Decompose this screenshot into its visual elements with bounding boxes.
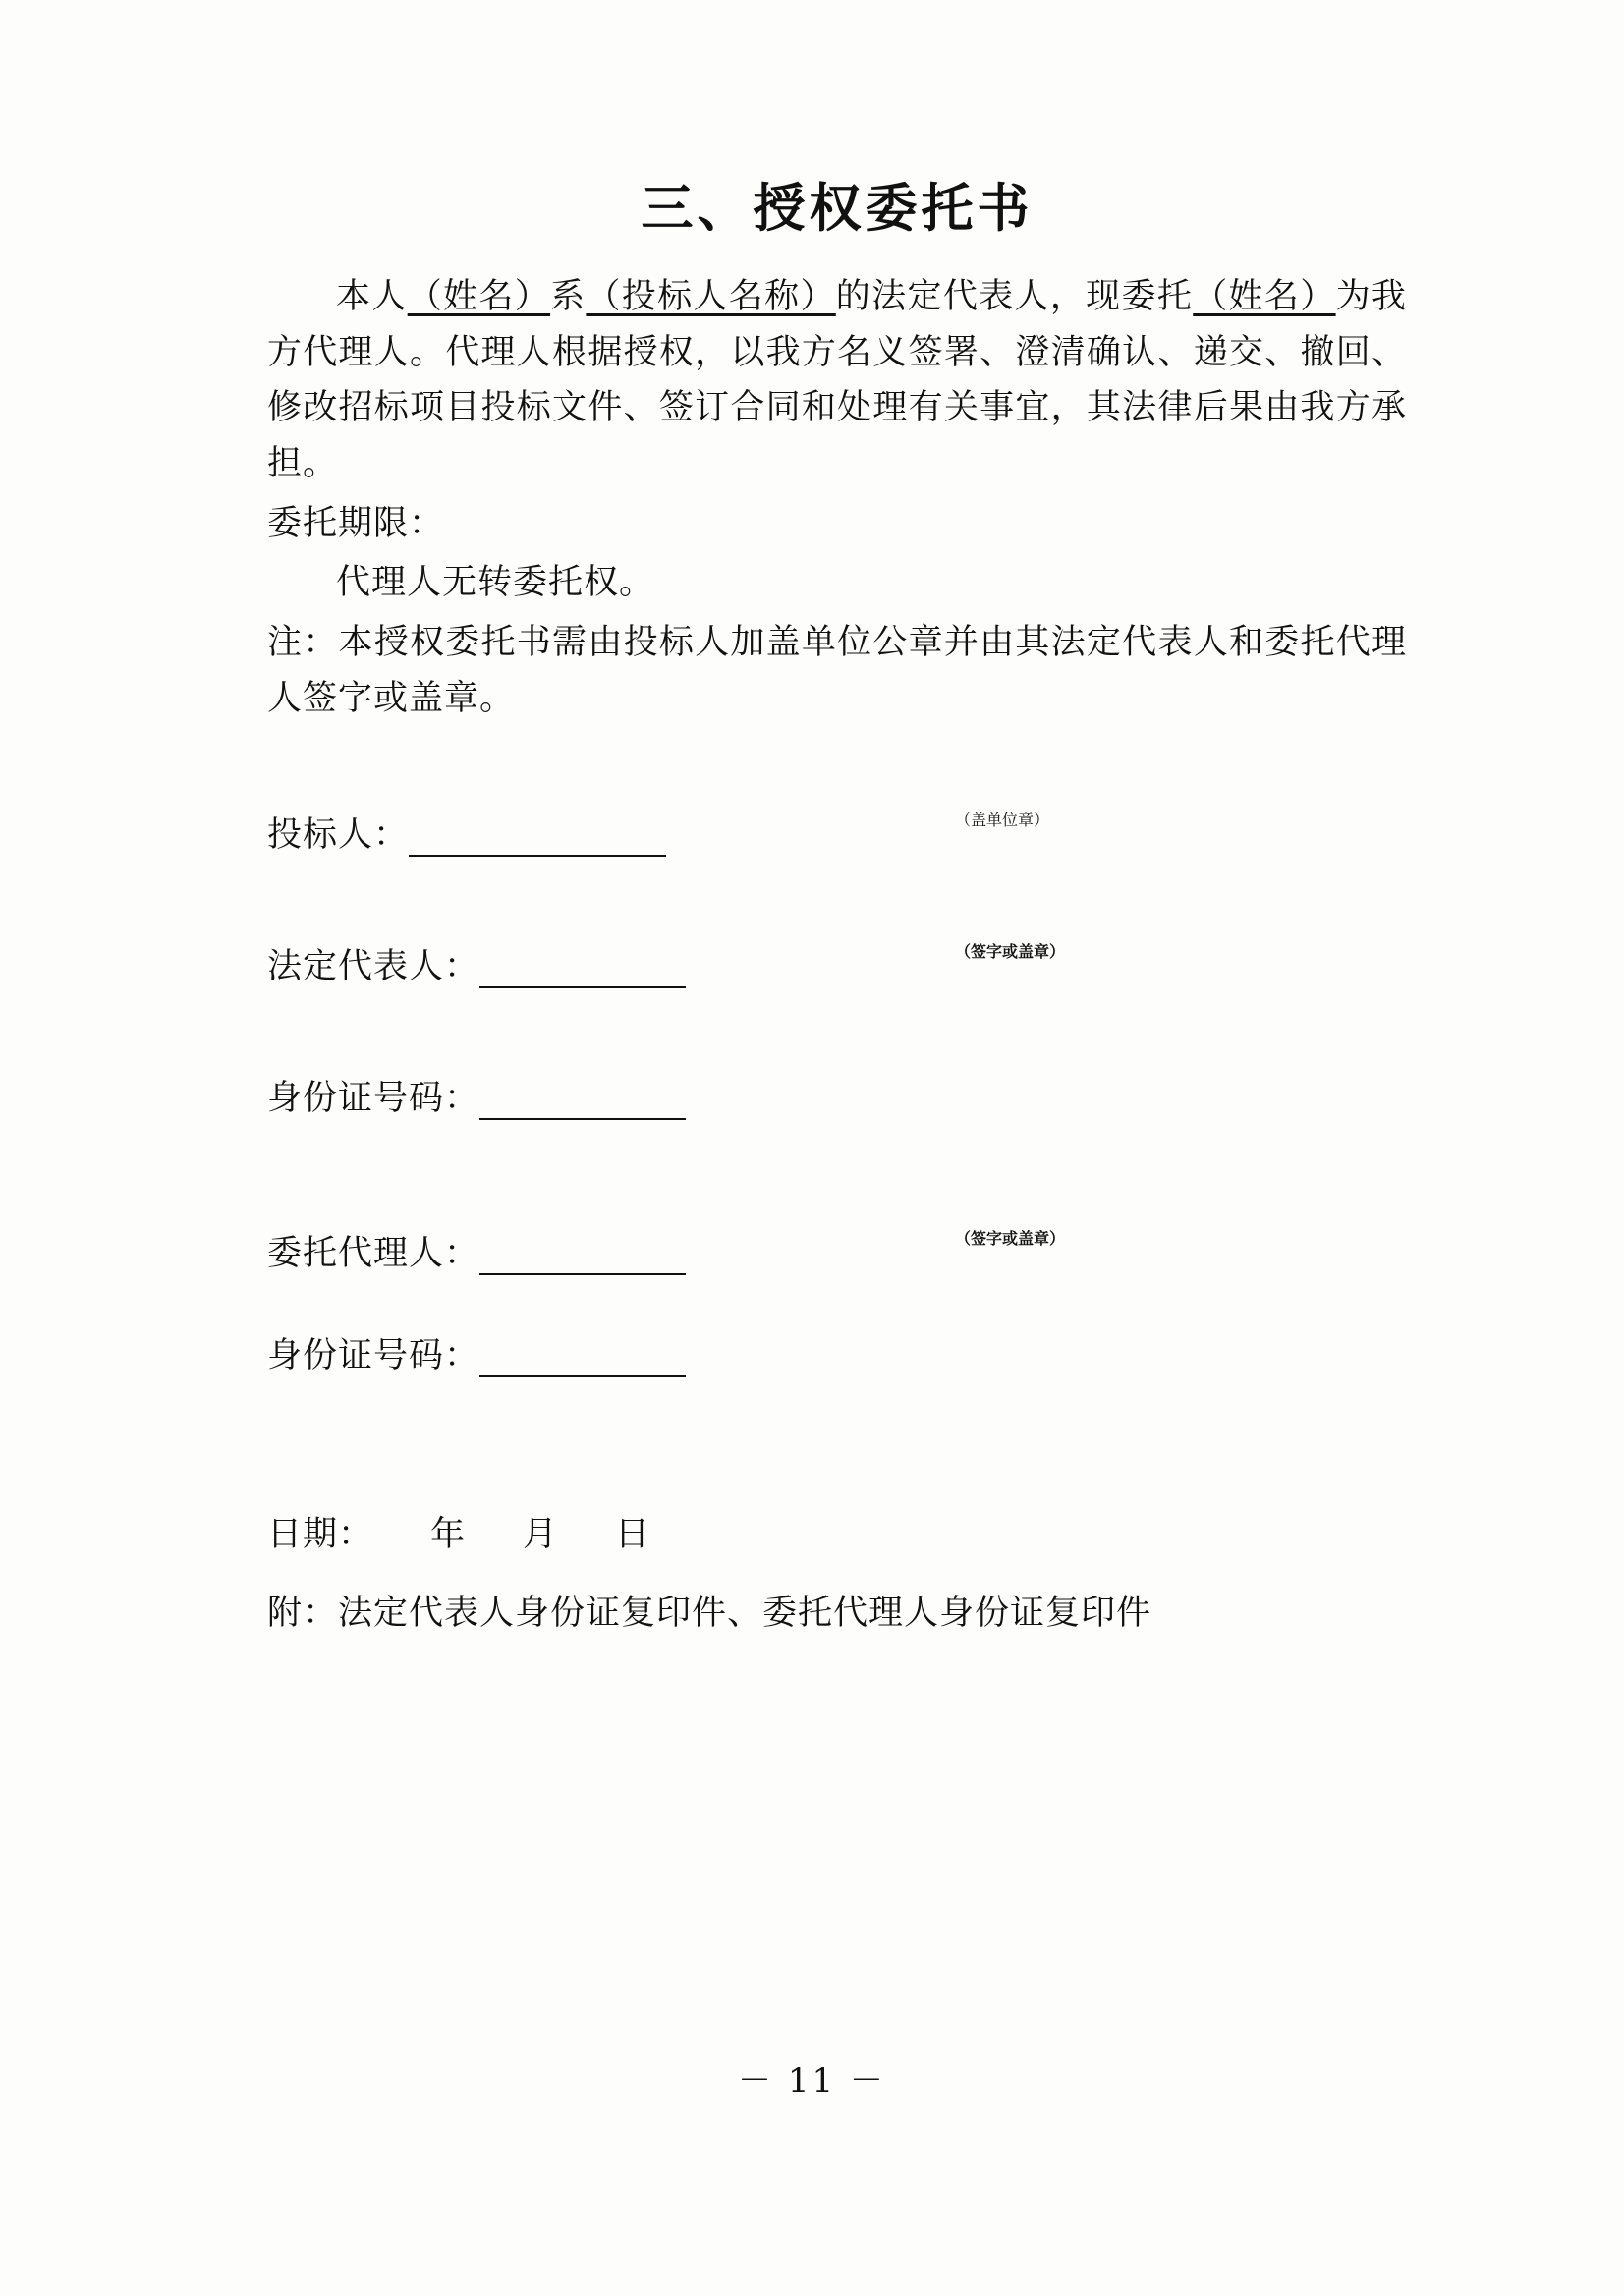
field-authorized-agent-label: 委托代理人：	[267, 1233, 480, 1273]
field-legal-representative	[267, 939, 1407, 988]
date-day[interactable]: 日	[615, 1514, 651, 1554]
field-bidder-note: （盖单位章）	[955, 810, 1050, 829]
field-bidder-label: 投标人：	[267, 814, 410, 855]
para-seg-0: 本人	[336, 277, 408, 316]
field-legal-representative-id-label: 身份证号码：	[267, 1078, 480, 1118]
spacer-2	[267, 988, 1407, 1041]
field-authorized-agent-input[interactable]	[479, 1244, 686, 1275]
paragraph-note: 注：本授权委托书需由投标人加盖单位公章并由其法定代表人和委托代理人签字或盖章。	[267, 623, 1407, 718]
field-legal-representative-note: （签字或盖章）	[955, 941, 1066, 961]
field-legal-representative-input[interactable]	[479, 957, 686, 988]
paragraph-authorization	[267, 269, 1407, 492]
paragraph-no-subdelegation: 代理人无转委托权。	[336, 563, 655, 603]
date-line	[267, 1507, 1407, 1556]
field-authorized-agent	[267, 1226, 1407, 1275]
page-title: 三、授权委托书	[641, 178, 1034, 239]
spacer-before-fields	[267, 731, 1407, 808]
spacer-5b	[267, 1454, 1407, 1507]
paragraph-delegation-period: 委托期限：	[267, 503, 445, 543]
para-seg-4: 的法定代表人，现委托	[835, 277, 1194, 316]
field-legal-representative-id-input[interactable]	[479, 1089, 686, 1120]
spacer-1b	[267, 910, 1407, 939]
date-label: 日期：	[267, 1514, 374, 1554]
document-body	[267, 167, 1407, 1645]
field-authorized-agent-id	[267, 1328, 1407, 1377]
spacer-2b	[267, 1041, 1407, 1071]
para-seg-6: 为我方代理人。代理人根据授权，以我方名义签署、澄清确认、递交、撤回、修改招标项目投标文件、签订合同和处理有关事宜，其法律后果由我方承担。	[267, 277, 1407, 484]
spacer-5	[267, 1377, 1407, 1454]
page-number: － 11 －	[738, 2061, 886, 2100]
field-authorized-agent-id-input[interactable]	[479, 1346, 686, 1377]
field-authorized-agent-note: （签字或盖章）	[955, 1228, 1066, 1248]
field-legal-representative-id	[267, 1071, 1407, 1120]
para-seg-1-underline: （姓名）	[407, 277, 551, 316]
date-month[interactable]: 月	[523, 1514, 559, 1554]
spacer-3	[267, 1120, 1407, 1173]
field-authorized-agent-id-label: 身份证号码：	[267, 1335, 480, 1375]
field-legal-representative-label: 法定代表人：	[267, 946, 480, 986]
spacer-4	[267, 1275, 1407, 1328]
date-year[interactable]: 年	[430, 1514, 467, 1554]
spacer-1	[267, 857, 1407, 910]
para-seg-5-underline: （姓名）	[1193, 277, 1336, 316]
field-bidder-input[interactable]	[409, 825, 666, 857]
field-bidder	[267, 808, 1407, 857]
attachment-line: 附：法定代表人身份证复印件、委托代理人身份证复印件	[267, 1593, 1152, 1633]
spacer-3b	[267, 1173, 1407, 1226]
spacer-6	[267, 1556, 1407, 1586]
para-seg-2: 系	[550, 277, 587, 316]
para-seg-3-underline: （投标人名称）	[586, 277, 836, 316]
